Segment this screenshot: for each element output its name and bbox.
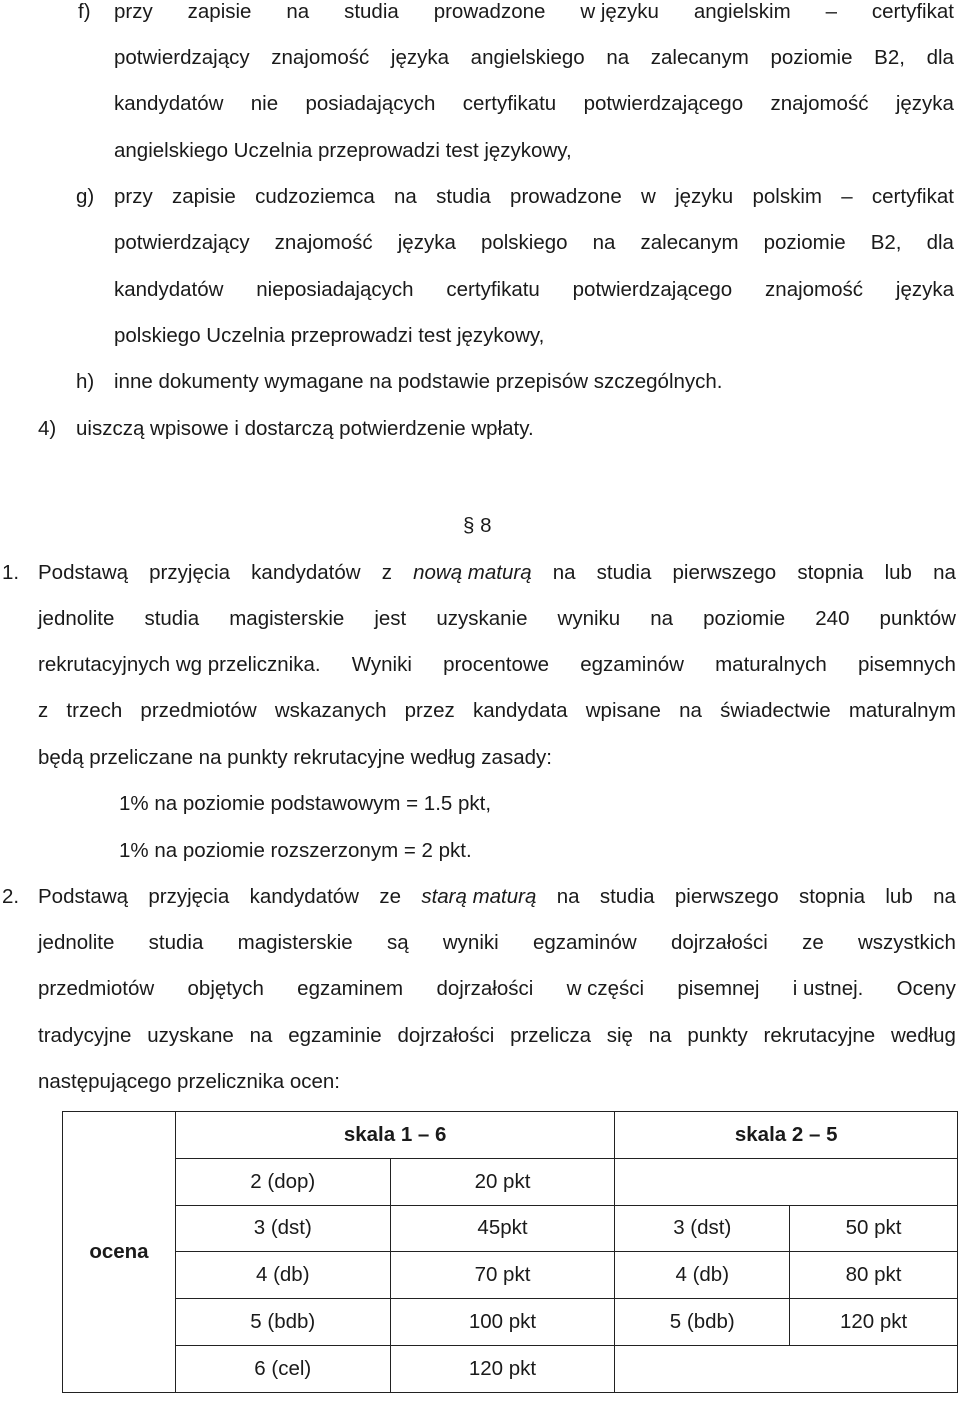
grade-cell: 3 (dst) bbox=[175, 1205, 390, 1252]
word: uzyskanie bbox=[436, 607, 528, 630]
word: w części bbox=[566, 977, 645, 1000]
word: jednolite bbox=[38, 931, 115, 954]
word: prowadzone bbox=[433, 0, 546, 23]
word: certyfikatu bbox=[446, 278, 540, 301]
para1-line5: będą przeliczane na punkty rekrutacyjne według zasady: bbox=[38, 746, 552, 769]
points-cell: 70 pkt bbox=[390, 1252, 615, 1299]
word: i ustnej. bbox=[792, 977, 864, 1000]
word: na bbox=[286, 0, 310, 23]
word: egzaminów bbox=[580, 653, 684, 676]
word: egzaminem bbox=[297, 977, 404, 1000]
item-g-line2 bbox=[114, 229, 954, 257]
item-4-label: 4) bbox=[38, 417, 57, 440]
word: na bbox=[933, 561, 956, 584]
word: pisemnych bbox=[857, 653, 956, 676]
word: znajomość bbox=[770, 92, 869, 115]
word: na bbox=[592, 231, 616, 254]
table-row bbox=[63, 1252, 958, 1299]
para1-rule2: 1% na poziomie rozszerzonym = 2 pkt. bbox=[119, 839, 472, 862]
word: z bbox=[38, 699, 49, 722]
word: świadectwie bbox=[720, 699, 831, 722]
para1-label: 1. bbox=[2, 561, 20, 584]
word: rekrutacyjne bbox=[763, 1024, 876, 1047]
item-f-line2 bbox=[114, 44, 954, 72]
word: na bbox=[650, 607, 674, 630]
para2-line1 bbox=[38, 883, 956, 911]
word: wpisane bbox=[585, 699, 661, 722]
word: Oceny bbox=[896, 977, 956, 1000]
word: pierwszego bbox=[674, 885, 779, 908]
word: magisterskie bbox=[229, 607, 345, 630]
para1-rule1: 1% na poziomie podstawowym = 1.5 pkt, bbox=[119, 792, 492, 815]
word: przedmiotów bbox=[38, 977, 155, 1000]
empty-cell bbox=[615, 1345, 958, 1392]
para1-line2 bbox=[38, 605, 956, 633]
word: języka bbox=[895, 92, 954, 115]
word: przelicza bbox=[510, 1024, 591, 1047]
word: poziomie bbox=[703, 607, 786, 630]
item-g-line1 bbox=[114, 183, 954, 211]
word: przy bbox=[114, 0, 153, 23]
word: przyjęcia bbox=[149, 561, 231, 584]
word: zapisie bbox=[172, 185, 236, 208]
grade-cell: 2 (dop) bbox=[175, 1158, 390, 1205]
word: potwierdzający bbox=[114, 231, 250, 254]
word: nieposiadających bbox=[256, 278, 414, 301]
word: ze bbox=[802, 931, 824, 954]
points-cell: 100 pkt bbox=[390, 1299, 615, 1346]
word: 240 bbox=[815, 607, 850, 630]
word: poziomie bbox=[763, 231, 846, 254]
word: są bbox=[386, 931, 409, 954]
word: kandydatów bbox=[249, 885, 359, 908]
para2-line4 bbox=[38, 1022, 956, 1050]
para2-line3 bbox=[38, 975, 956, 1003]
word: jednolite bbox=[38, 607, 115, 630]
word: punktów bbox=[879, 607, 956, 630]
word: pierwszego bbox=[672, 561, 777, 584]
word: studia bbox=[436, 185, 491, 208]
grade-cell: 5 (bdb) bbox=[615, 1299, 790, 1346]
word: nie bbox=[250, 92, 279, 115]
row-label: ocena bbox=[89, 1239, 149, 1263]
word: uzyskane bbox=[147, 1024, 234, 1047]
word: dla bbox=[926, 231, 954, 254]
word: wyniku bbox=[557, 607, 621, 630]
word: na bbox=[933, 885, 956, 908]
word: egzaminów bbox=[532, 931, 637, 954]
word: na bbox=[556, 885, 580, 908]
word: języku bbox=[675, 185, 734, 208]
word: się bbox=[606, 1024, 633, 1047]
word: języka bbox=[390, 46, 450, 69]
word: na bbox=[648, 1024, 672, 1047]
word: przyjęcia bbox=[148, 885, 230, 908]
para2-emphasis: starą maturą bbox=[421, 885, 537, 908]
word: przy bbox=[114, 185, 153, 208]
word: kandydata bbox=[472, 699, 568, 722]
word: zalecanym bbox=[650, 46, 749, 69]
scale1-header: skala 1 – 6 bbox=[175, 1112, 614, 1159]
points-cell: 20 pkt bbox=[390, 1158, 615, 1205]
word: polskiego bbox=[480, 231, 568, 254]
word: wskazanych bbox=[274, 699, 387, 722]
word: posiadających bbox=[305, 92, 436, 115]
word: studia bbox=[344, 0, 399, 23]
word: języka bbox=[895, 278, 954, 301]
word: ze bbox=[379, 885, 401, 908]
word: wszystkich bbox=[857, 931, 956, 954]
grade-cell: 3 (dst) bbox=[615, 1205, 790, 1252]
table-row bbox=[63, 1205, 958, 1252]
word: stopnia bbox=[797, 561, 864, 584]
word: jest bbox=[374, 607, 407, 630]
word: dojrzałości bbox=[397, 1024, 495, 1047]
points-cell: 80 pkt bbox=[790, 1252, 958, 1299]
word: na bbox=[679, 699, 702, 722]
word: polskim bbox=[752, 185, 822, 208]
word: kandydatów bbox=[251, 561, 361, 584]
grade-cell: 4 (db) bbox=[175, 1252, 390, 1299]
word: języka bbox=[397, 231, 456, 254]
grade-cell: 5 (bdb) bbox=[175, 1299, 390, 1346]
word: Wyniki bbox=[351, 653, 412, 676]
word: potwierdzający bbox=[114, 46, 250, 69]
word: tradycyjne bbox=[38, 1024, 132, 1047]
word: poziomie bbox=[770, 46, 853, 69]
word: maturalnych bbox=[715, 653, 827, 676]
para2-line2 bbox=[38, 929, 956, 957]
word: według bbox=[890, 1024, 956, 1047]
word: studia bbox=[596, 561, 652, 584]
word: objętych bbox=[187, 977, 264, 1000]
word: potwierdzającego bbox=[583, 92, 744, 115]
word: studia bbox=[599, 885, 655, 908]
para1-line1 bbox=[38, 559, 956, 587]
para1-line4 bbox=[38, 697, 956, 725]
word: na bbox=[393, 185, 417, 208]
word: z bbox=[381, 561, 392, 584]
word: punkty bbox=[687, 1024, 748, 1047]
section-heading: § 8 bbox=[463, 514, 492, 537]
word: studia bbox=[148, 931, 204, 954]
word: certyfikat bbox=[871, 0, 954, 23]
empty-cell bbox=[615, 1158, 958, 1205]
item-g-line3 bbox=[114, 276, 954, 304]
word: trzech bbox=[66, 699, 123, 722]
word: – bbox=[841, 185, 853, 208]
word: wyniki bbox=[442, 931, 499, 954]
word: certyfikatu bbox=[462, 92, 557, 115]
word: potwierdzającego bbox=[572, 278, 733, 301]
item-f-label: f) bbox=[78, 0, 91, 23]
para1-line3 bbox=[38, 651, 956, 679]
item-g-label: g) bbox=[76, 185, 95, 208]
points-cell: 120 pkt bbox=[390, 1345, 615, 1392]
word: angielskiego bbox=[470, 46, 585, 69]
points-cell: 120 pkt bbox=[790, 1299, 958, 1346]
para1-emphasis: nową maturą bbox=[413, 561, 532, 584]
word: cudzoziemca bbox=[255, 185, 375, 208]
item-f-line1 bbox=[114, 0, 954, 26]
word: B2, bbox=[874, 46, 905, 69]
word: procentowe bbox=[443, 653, 550, 676]
para2-line5: następującego przelicznika ocen: bbox=[38, 1070, 340, 1093]
word: dojrzałości bbox=[436, 977, 534, 1000]
grade-cell: 4 (db) bbox=[615, 1252, 790, 1299]
word: zapisie bbox=[187, 0, 252, 23]
word: prowadzone bbox=[510, 185, 622, 208]
word: – bbox=[825, 0, 837, 23]
word: Podstawą bbox=[38, 885, 129, 908]
word: lub bbox=[885, 885, 913, 908]
word: egzaminie bbox=[288, 1024, 382, 1047]
word: znajomość bbox=[765, 278, 864, 301]
table-row bbox=[63, 1345, 958, 1392]
para2-label: 2. bbox=[2, 885, 20, 908]
item-g-line4: polskiego Uczelnia przeprowadzi test językowy, bbox=[114, 324, 545, 347]
word: dojrzałości bbox=[670, 931, 768, 954]
item-h-label: h) bbox=[76, 370, 95, 393]
table-row bbox=[63, 1299, 958, 1346]
word: na bbox=[606, 46, 630, 69]
item-f-line3 bbox=[114, 90, 954, 118]
word: pisemnej bbox=[677, 977, 760, 1000]
word: na bbox=[249, 1024, 273, 1047]
table-row bbox=[63, 1158, 958, 1205]
table-header-row bbox=[63, 1112, 958, 1159]
points-cell: 50 pkt bbox=[790, 1205, 958, 1252]
word: w języku bbox=[580, 0, 659, 23]
word: Podstawą bbox=[38, 561, 129, 584]
word: dla bbox=[926, 46, 954, 69]
word: znajomość bbox=[271, 46, 370, 69]
points-cell: 45pkt bbox=[390, 1205, 615, 1252]
word: kandydatów bbox=[114, 278, 224, 301]
word: studia bbox=[144, 607, 200, 630]
word: stopnia bbox=[798, 885, 866, 908]
word: przedmiotów bbox=[140, 699, 257, 722]
word: certyfikat bbox=[871, 185, 954, 208]
scale2-header: skala 2 – 5 bbox=[615, 1112, 958, 1159]
word: angielskim bbox=[693, 0, 791, 23]
item-f-line4: angielskiego Uczelnia przeprowadzi test językowy, bbox=[114, 139, 572, 162]
word: zalecanym bbox=[640, 231, 739, 254]
grade-conversion-table bbox=[62, 1111, 958, 1393]
word: w bbox=[641, 185, 656, 208]
word: maturalnym bbox=[848, 699, 956, 722]
word: znajomość bbox=[274, 231, 373, 254]
row-label-cell bbox=[63, 1112, 176, 1393]
grade-cell: 6 (cel) bbox=[175, 1345, 390, 1392]
item-h-text: inne dokumenty wymagane na podstawie przepisów szczególnych. bbox=[114, 370, 723, 393]
word: kandydatów bbox=[114, 92, 224, 115]
item-4-text: uiszczą wpisowe i dostarczą potwierdzenie wpłaty. bbox=[76, 417, 534, 440]
word: na bbox=[552, 561, 576, 584]
word: przez bbox=[404, 699, 455, 722]
word: magisterskie bbox=[237, 931, 353, 954]
word: B2, bbox=[870, 231, 902, 254]
word: lub bbox=[884, 561, 912, 584]
word: rekrutacyjnych wg przelicznika. bbox=[38, 653, 321, 676]
